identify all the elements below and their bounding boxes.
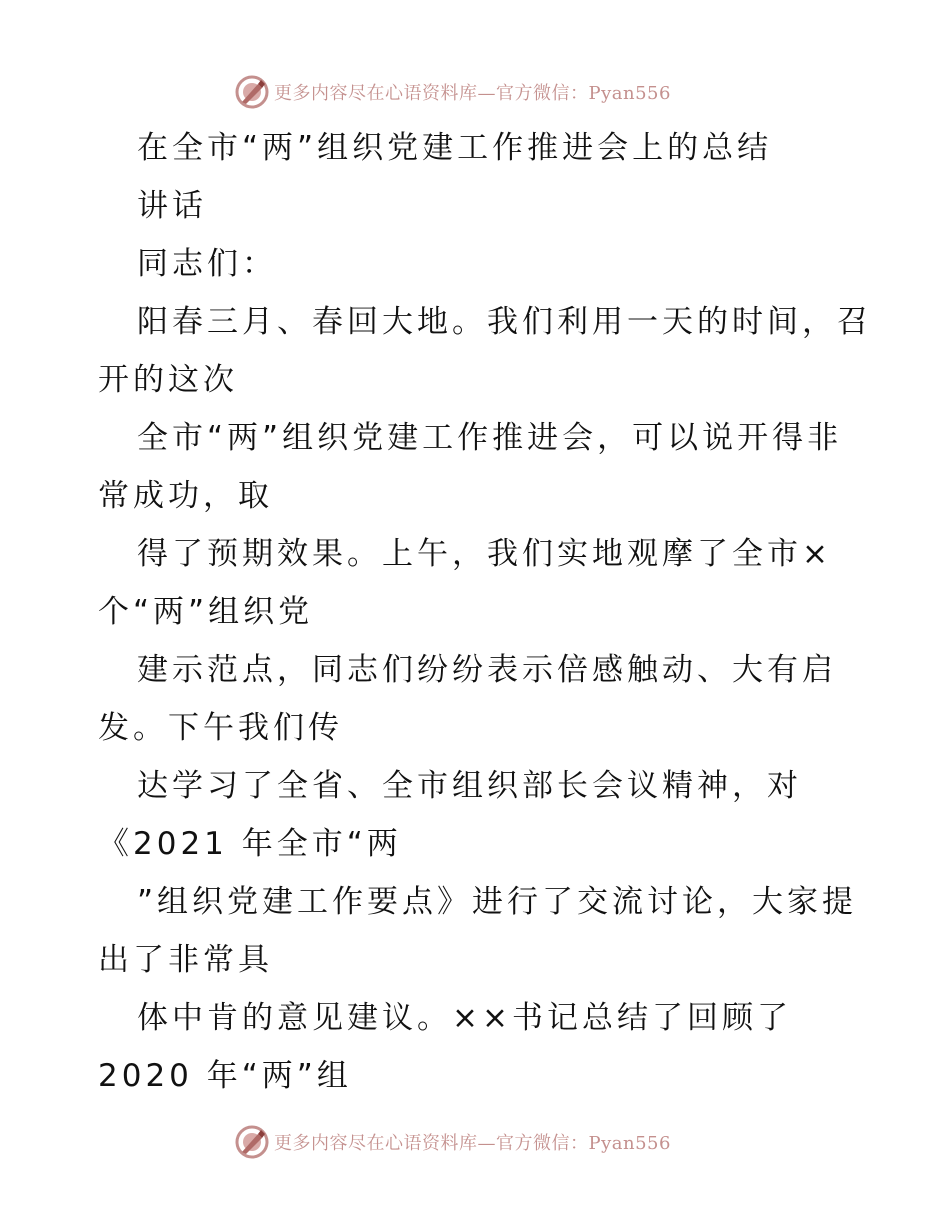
paragraph-line: 《2021 年全市“两 (98, 826, 402, 862)
paragraph-line: 阳春三月、春回大地。我们利用一天的时间，召 (137, 304, 872, 340)
watermark-text: 更多内容尽在心语资料库—官方微信：Pyan556 (274, 1133, 671, 1154)
watermark-text: 更多内容尽在心语资料库—官方微信：Pyan556 (274, 83, 671, 104)
header-watermark (0, 72, 950, 112)
paragraph-line: 常成功，取 (98, 478, 273, 514)
paragraph-line: ”组织党建工作要点》进行了交流讨论，大家提 (137, 884, 858, 920)
paragraph-line: 出了非常具 (98, 942, 273, 978)
paragraph-line: 体中肯的意见建议。××书记总结了回顾了 (137, 1000, 792, 1036)
paragraph-line: 2020 年“两”组 (98, 1058, 352, 1094)
salutation: 同志们： (137, 246, 277, 282)
title-line-1: 在全市“两”组织党建工作推进会上的总结 (137, 130, 773, 166)
pen-logo-icon (234, 74, 270, 110)
title-line-2: 讲话 (137, 188, 207, 224)
paragraph-line: 发。下午我们传 (98, 710, 343, 746)
pen-logo-icon (234, 1124, 270, 1160)
paragraph-line: 开的这次 (98, 362, 238, 398)
paragraph-line: 建示范点，同志们纷纷表示倍感触动、大有启 (137, 652, 837, 688)
paragraph-line: 得了预期效果。上午，我们实地观摩了全市× (137, 536, 832, 572)
paragraph-line: 个“两”组织党 (98, 594, 314, 630)
footer-watermark (0, 1122, 950, 1162)
paragraph-line: 全市“两”组织党建工作推进会，可以说开得非 (137, 420, 843, 456)
paragraph-line: 达学习了全省、全市组织部长会议精神，对 (137, 768, 802, 804)
